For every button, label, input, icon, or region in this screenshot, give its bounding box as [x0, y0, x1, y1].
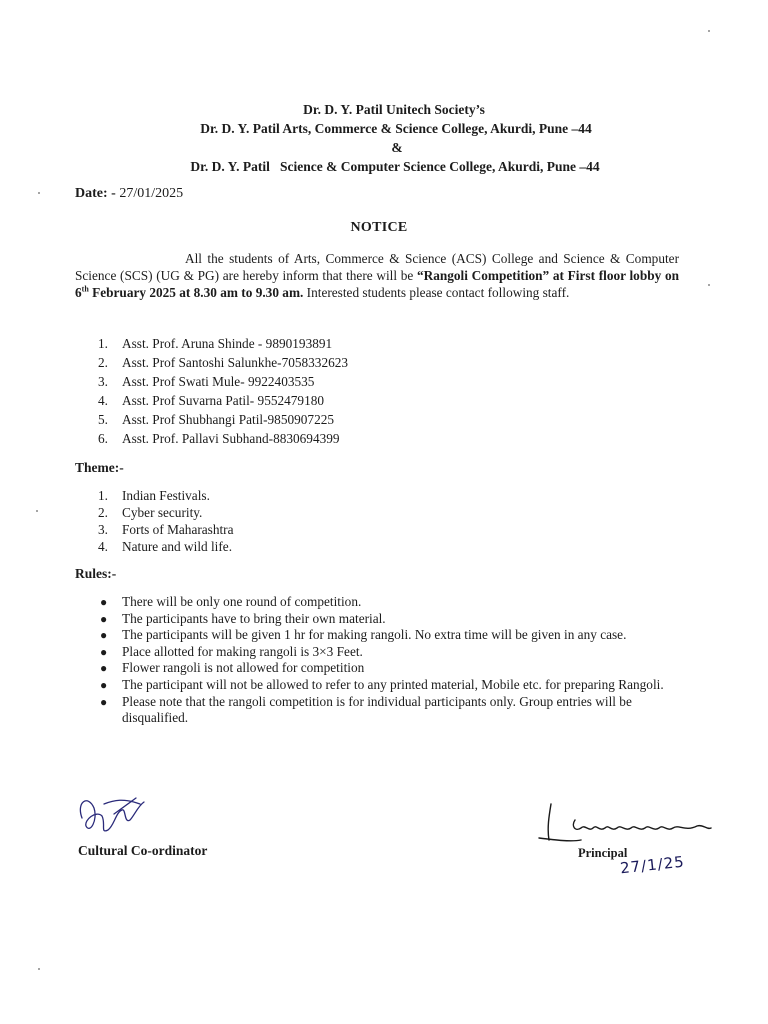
list-item: ● The participant will not be allowed to refer to any printed material, Mobile etc. for preparing Rangoli.	[100, 676, 664, 692]
notice-date	[75, 186, 183, 202]
notice-title: NOTICE	[350, 220, 408, 235]
rules-list	[98, 594, 683, 727]
principal-label: Principal	[578, 846, 628, 860]
theme-heading: Theme:-	[75, 460, 124, 475]
bullet-icon: ●	[100, 677, 108, 692]
list-item: ● Please note that the rangoli competition is for individual participants only. Group entries will be disqualified.	[100, 693, 632, 726]
society-name: Dr. D. Y. Patil Unitech Society’s	[303, 102, 485, 117]
paragraph-text-1: All the students of Arts, Commerce & Science (ACS) College and Science & Computer Science (SCS) (UG & PG) are hereby inform that there will be	[75, 251, 679, 283]
list-item: ● Place allotted for making rangoli is 3×3 Feet.	[100, 643, 363, 659]
bullet-icon: ●	[100, 611, 108, 626]
date-value: 27/01/2025	[115, 186, 184, 201]
scan-speck	[38, 968, 40, 970]
letterhead	[0, 100, 768, 176]
coordinator-label: Cultural Co-ordinator	[78, 843, 208, 858]
paragraph-sup: th	[81, 284, 89, 294]
list-item: ● The participants will be given 1 hr for making rangoli. No extra time will be given in any case.	[100, 627, 627, 643]
bullet-icon: ●	[100, 628, 108, 643]
staff-list	[98, 334, 348, 448]
list-item: 1. Indian Festivals.	[98, 488, 210, 503]
principal-sign-date: 27/1/25	[619, 852, 686, 878]
paragraph-bold-2: February 2025 at 8.30 am to 9.30 am.	[88, 285, 304, 300]
list-item: 1. Asst. Prof. Aruna Shinde - 9890193891	[98, 336, 333, 351]
theme-list	[98, 487, 234, 555]
bullet-icon: ●	[100, 644, 108, 659]
scan-speck	[708, 30, 710, 32]
bullet-icon: ●	[100, 694, 108, 709]
list-item: ● The participants have to bring their own material.	[100, 610, 386, 626]
list-item: ● There will be only one round of competition.	[100, 594, 362, 609]
college-name-2: Dr. D. Y. Patil Science & Computer Science College, Akurdi, Pune –44	[190, 159, 600, 174]
ampersand-line: &	[391, 140, 403, 155]
scan-speck	[36, 510, 38, 512]
list-item: 3. Asst. Prof Swati Mule- 9922403535	[98, 374, 315, 389]
scan-speck	[38, 192, 40, 194]
list-item: 5. Asst. Prof Shubhangi Patil-9850907225	[98, 412, 335, 427]
list-item: 4. Nature and wild life.	[98, 539, 233, 554]
rules-heading: Rules:-	[75, 566, 117, 581]
paragraph-bold-1: “Rangoli Competition” at First floor lobby on 6	[75, 268, 679, 300]
bullet-icon: ●	[100, 595, 108, 609]
bullet-icon: ●	[100, 661, 108, 676]
list-item: 4. Asst. Prof Suvarna Patil- 9552479180	[98, 393, 325, 408]
college-name-1: Dr. D. Y. Patil Arts, Commerce & Science College, Akurdi, Pune –44	[200, 121, 592, 136]
list-item: 6. Asst. Prof. Pallavi Subhand-8830694399	[98, 431, 340, 446]
list-item: 2. Cyber security.	[98, 505, 203, 520]
list-item: ● Flower rangoli is not allowed for competition	[100, 660, 365, 676]
list-item: 2. Asst. Prof Santoshi Salunkhe-7058332623	[98, 355, 349, 370]
date-label: Date: -	[75, 186, 116, 201]
notice-paragraph	[75, 250, 679, 301]
scan-speck	[708, 284, 710, 286]
coordinator-signature	[74, 790, 154, 845]
list-item: 3. Forts of Maharashtra	[98, 522, 234, 537]
paragraph-text-2: Interested students please contact following staff.	[303, 285, 570, 300]
